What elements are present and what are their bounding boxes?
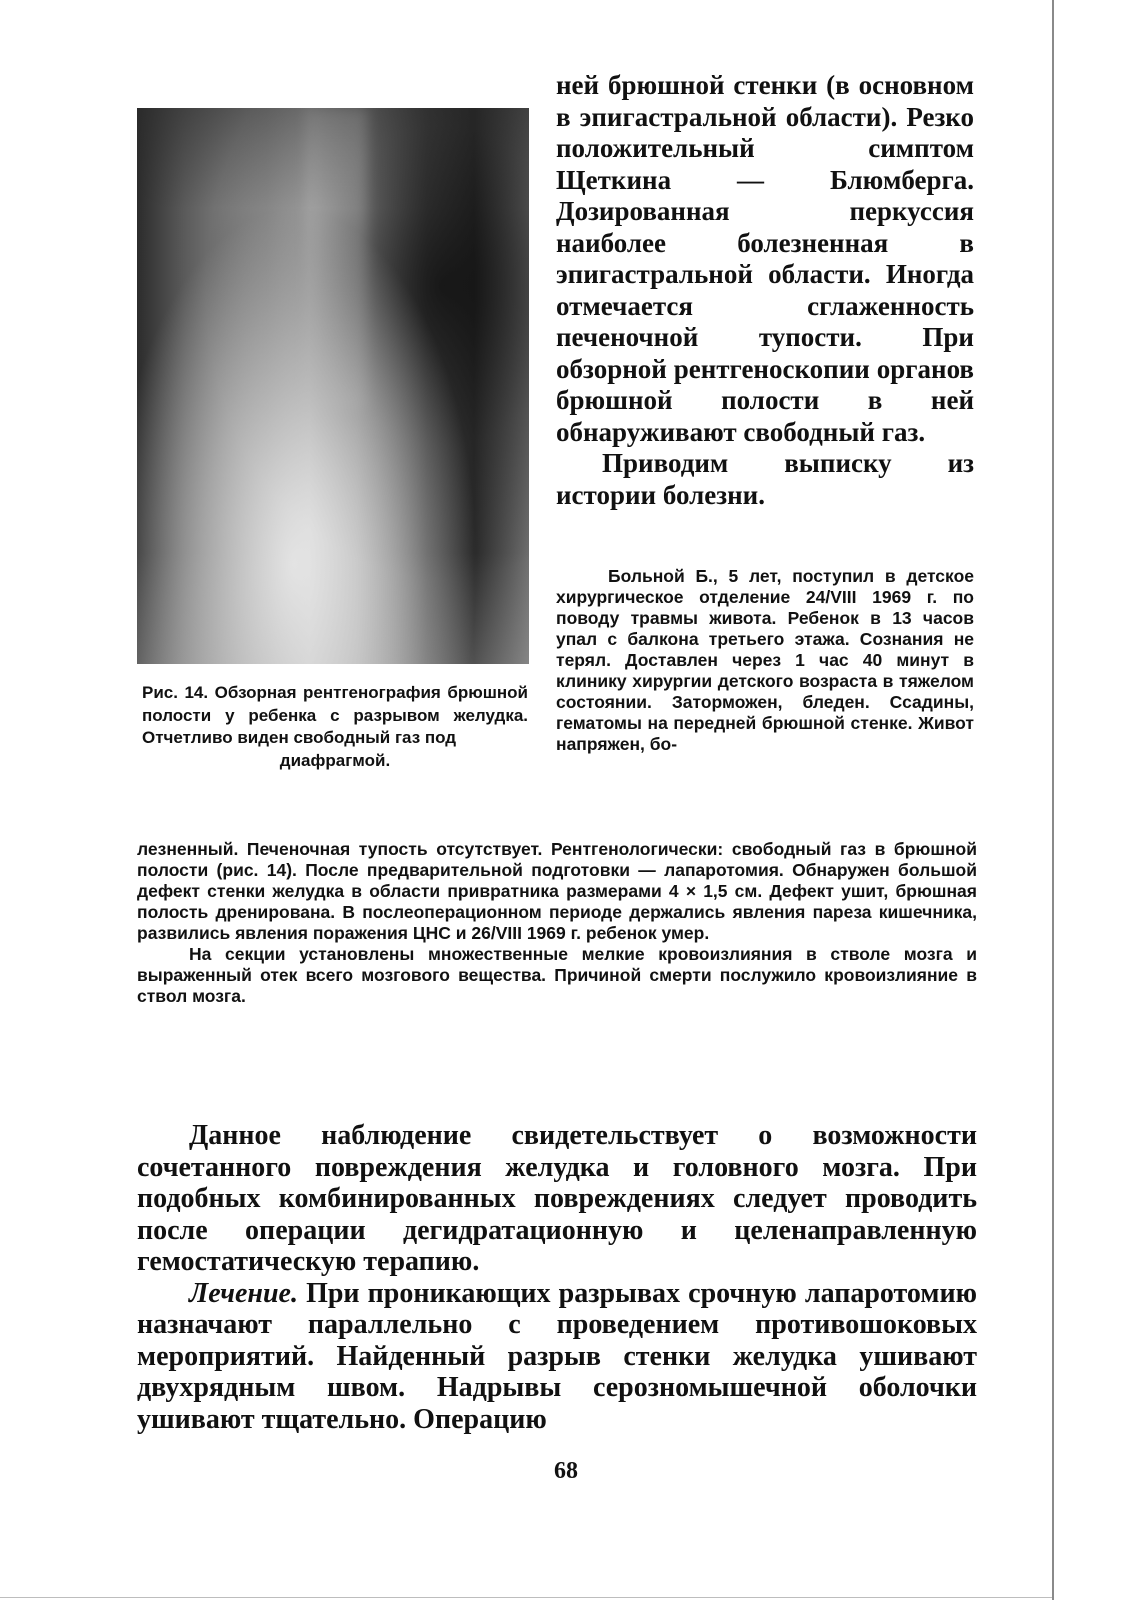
main-body-text bbox=[137, 1120, 977, 1435]
body-paragraph-1: Данное наблюдение свидетельствует о возможности сочетанного повреждения желудка и головного мозга. При подобных комбинированных повреждениях следует проводить после операции дегидратационную и целенаправленную гемостатическую терапию. bbox=[137, 1120, 977, 1277]
figure-caption bbox=[142, 682, 528, 772]
case-history-text: Больной Б., 5 лет, поступил в детское хирургическое отделение 24/VIII 1969 г. по поводу травмы живота. Ребенок в 13 часов упал с балкона третьего этажа. Сознания не терял. Доставлен через 1 час 40 минут в клинику хирургии детского возраста в тяжелом состоянии. Заторможен, бледен. Ссадины, гематомы на передней брюшной стенке. Живот напряжен, бо- bbox=[556, 566, 974, 754]
case-history-full bbox=[137, 839, 977, 1007]
treatment-text: При проникающих разрывах срочную лапаротомию назначают параллельно с проведением противошоковых мероприятий. Найденный разрыв стенки желудка ушивают двухрядным швом. Надрывы серозномышечной оболочки ушивают тщательно. Операцию bbox=[137, 1277, 977, 1435]
page-bottom-line bbox=[0, 1597, 1052, 1598]
page-number: 68 bbox=[554, 1458, 578, 1484]
autopsy-text: На секции установлены множественные мелкие кровоизлияния в стволе мозга и выраженный отек всего мозгового вещества. Причиной смерти послужило кровоизлияние в ствол мозга. bbox=[137, 944, 977, 1006]
xray-shading bbox=[137, 108, 529, 664]
right-column-text bbox=[556, 70, 974, 511]
case-history-continued: лезненный. Печеночная тупость отсутствует. Рентгенологически: свободный газ в брюшной полости (рис. 14). После предварительной подготовки — лапаротомия. Обнаружен большой дефект стенки желудка в области привратника размерами 4 × 1,5 см. Дефект ушит, брюшная полость дренирована. В послеоперационном периоде держались явления пареза кишечника, развились явления поражения ЦНС и 26/VIII 1969 г. ребенок умер. bbox=[137, 839, 977, 943]
treatment-label: Лечение. bbox=[189, 1277, 298, 1309]
figure-caption-last-line: диафрагмой. bbox=[279, 750, 391, 770]
figure-caption-text: Рис. 14. Обзорная рентгенография брюшной полости у ребенка с разрывом желудка. Отчетливо виден свободный газ под bbox=[142, 683, 528, 747]
case-history-column bbox=[556, 566, 974, 755]
body-paragraph-2 bbox=[137, 1278, 977, 1436]
column-paragraph-1: ней брюшной стенки (в основном в эпигастральной области). Резко положительный симптом Щеткина — Блюмберга. Дозированная перкуссия наиболее болезненная в эпигастральной области. Иногда отмечается сглаженность печеночной тупости. При обзорной рентгеноскопии органов брюшной полости в ней обнаруживают свободный газ. bbox=[556, 70, 974, 447]
xray-figure bbox=[137, 108, 529, 664]
page-edge bbox=[1052, 0, 1132, 1600]
column-paragraph-2: Приводим выписку из истории болезни. bbox=[556, 448, 974, 510]
